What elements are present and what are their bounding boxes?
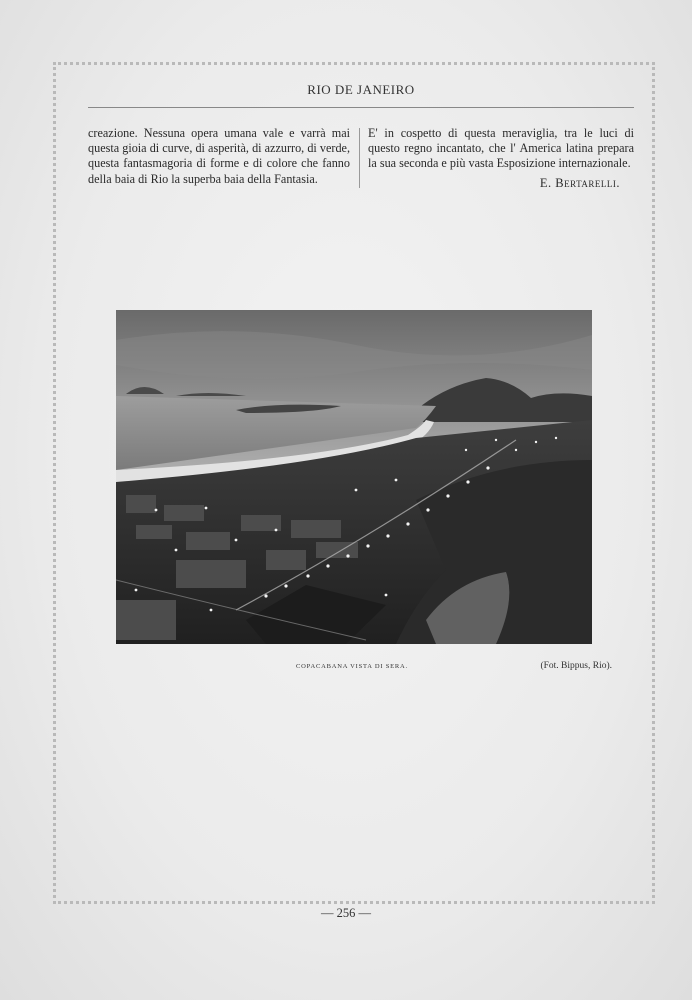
text-column-left [88, 126, 350, 187]
figure-caption: COPACABANA VISTA DI SERA. [296, 663, 408, 670]
page-number: — 256 — [321, 906, 371, 920]
author-signature: E. Bertarelli. [539, 175, 620, 190]
text-column-right [368, 126, 634, 191]
paragraph-left: creazione. Nessuna opera umana vale e varrà mai questa gioia di curve, di asperità, di azzurro, di verde, questa fantasmagoria di forme e di colore che fanno della baia di Rio la superba baia della Fantasia. [88, 126, 350, 186]
running-header: RIO DE JANEIRO [307, 82, 415, 97]
paragraph-right: E' in cospetto di questa meraviglia, tra le luci di questo regno incantato, che l' America latina prepara la sua seconda e più vasta Esposizione internazionale. [368, 126, 634, 171]
photo-credit: (Fot. Bippus, Rio). [540, 661, 612, 671]
header-rule [88, 107, 634, 108]
column-divider [359, 128, 360, 188]
copacabana-night-photo [116, 310, 592, 644]
